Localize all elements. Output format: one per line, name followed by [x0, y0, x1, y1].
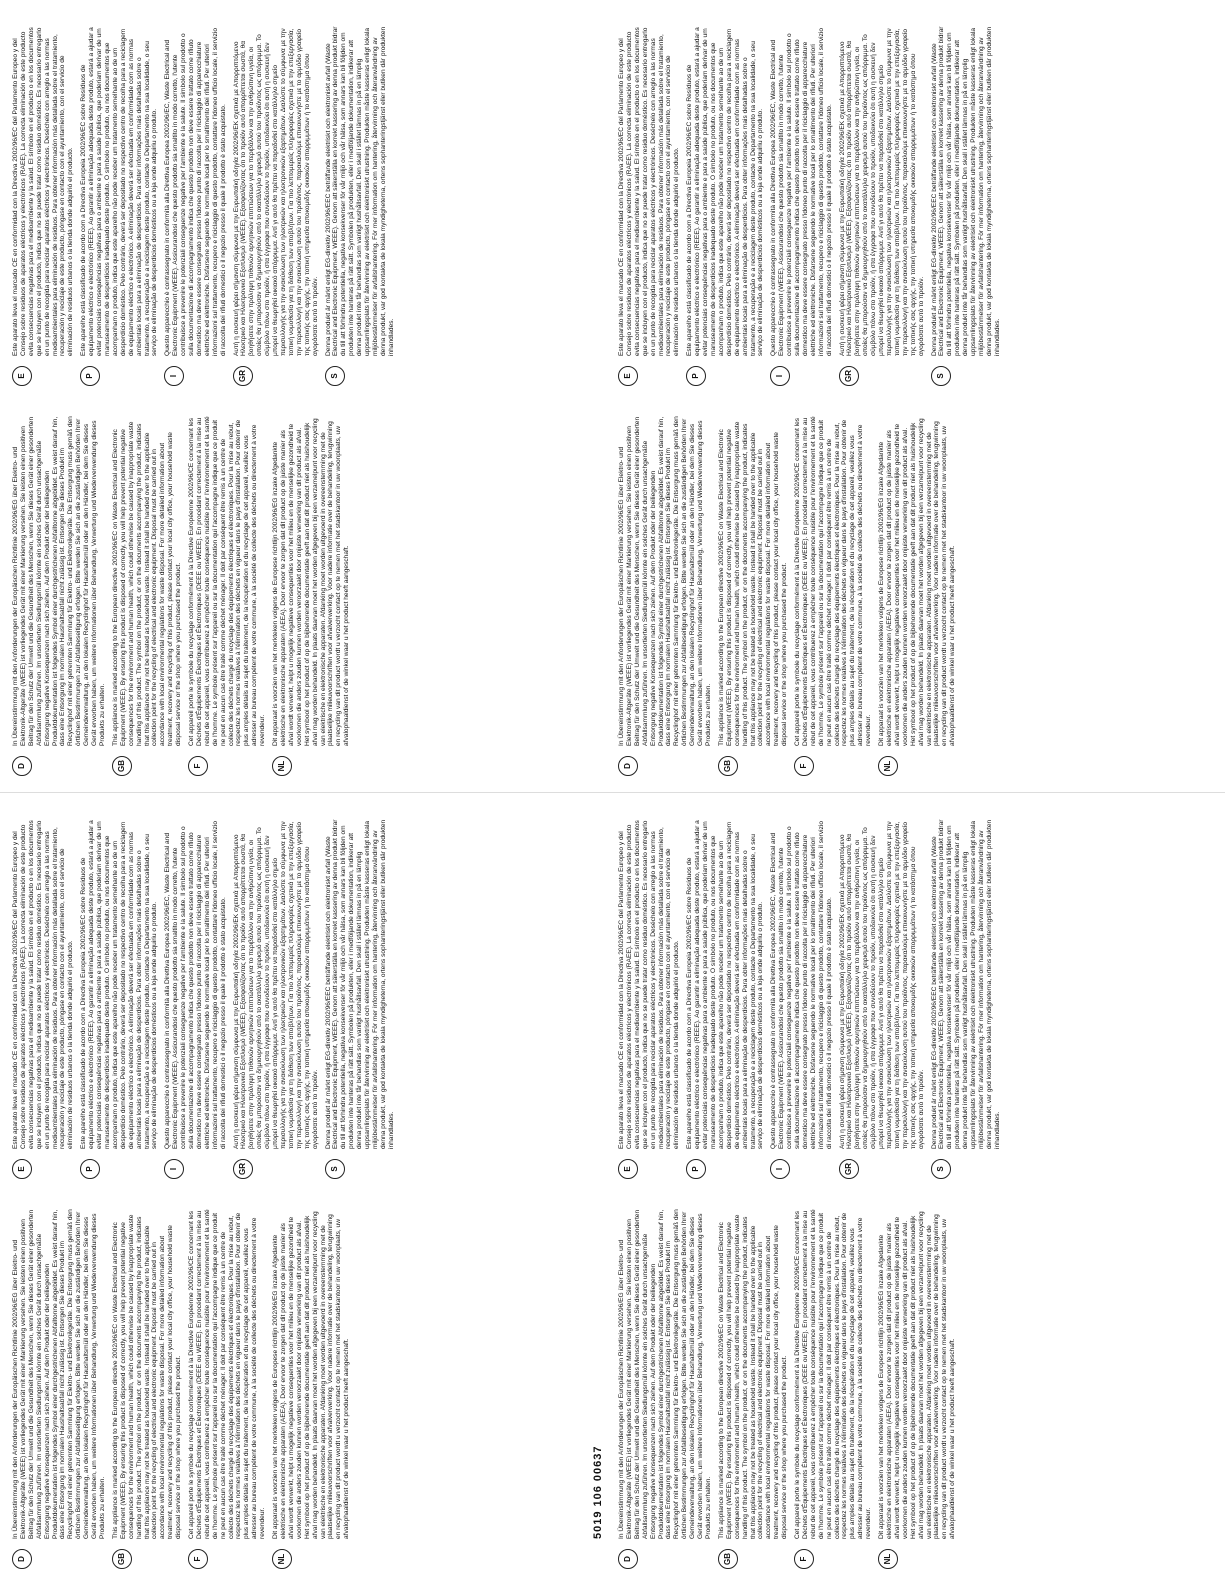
section-text: Este aparelho está classificado de acordo com a Directiva Europeia 2002/96/EC sobre Resíduos de equipamento eléctrico e electrónico (REEE). Ao garantir a eliminação adequada deste produto, estará a ajudar a evitar potenciais consequências negativas para o ambiente e para a saúde pública, que poderiam derivar de um manuseamento de desperdícios inadequado deste produto. O símbolo no produto, ou nos documentos que acompanham o produto, indica que este aparelho não pode receber um tratamento semelhante ao de um desperdício doméstico. Pelo contrário, deverá ser depositado no respectivo centro de recolha para a reciclagem de equipamento eléctrico e electrónico. A eliminação deverá ser efectuada em conformidade com as normas ambientais locais para a eliminação de desperdícios. Para obter informações mais detalhadas sobre o tratamento, a recuperação e a reciclagem deste produto, contacte o Departamento na sua localidade, o seu serviço de eliminação de desperdícios domésticos ou a loja onde adquiriu o produto. [80, 27, 159, 356]
language-badge: E [618, 1159, 638, 1179]
section-text: Este aparelho está classificado de acordo com a Directiva Europeia 2002/96/EC sobre Resíduos de equipamento eléctrico e electrónico (REEE). Ao garantir a eliminação adequada deste produto, estará a ajudar a evitar potenciais consequências negativas para o ambiente e para a saúde pública, que poderiam derivar de um manuseamento de desperdícios inadequado deste produto. O símbolo no produto, ou nos documentos que acompanham o produto, indica que este aparelho não pode receber um tratamento semelhante ao de um desperdício doméstico. Pelo contrário, deverá ser depositado no respectivo centro de recolha para a reciclagem de equipamento eléctrico e electrónico. A eliminação deverá ser efectuada em conformidade com as normas ambientais locais para a eliminação de desperdícios. Para obter informações mais detalhadas sobre o tratamento, a recuperação e a reciclagem deste produto, contacte o Departamento na sua localidade, o seu serviço de eliminação de desperdícios domésticos ou a loja onde adquiriu o produto. [80, 820, 159, 1149]
language-section-d [618, 416, 713, 776]
section-text: Denna produkt är märkt enligt EG-direktiv 2002/96/EEC beträffande elektriskt och elektroniskt avfall (Waste Electrical and Electronic Equipment, WEEE). Genom att säkerställa en korrekt kassering av denna produkt bidrar du till att förhindra potentiella, negativa konsekvenser för vår miljö och vår hälsa, som annars kan bli följden om produkten inte hanteras på rätt sätt. Symbolen på produkten, eller i medföljande dokumentation, indikerar att denna produkt inte får behandlas som vanligt hushållsavfall. Den skall i stället lämnas in på en lämplig uppsamlingsplats för återvinning av elektriskt och elektroniskt utrustning. Produkten måste kasseras enligt lokala miljöbestämmelser för avfallshantering. För mer information om hantering, återvinning och återanvändning av denna produkt, var god kontakta de lokala myndigheterna, ortens sophanteringstjänst eller butiken där produkten inhandlades. [930, 819, 1001, 1149]
language-badge: S [325, 366, 345, 386]
section-text: This appliance is marked according to the European directive 2002/96/EC on Waste Electrical and Electronic Equipment (WEEE). By ensuring this product is disposed of correctly, you will help prevent potential negative consequences for the environment and human health, which could otherwise be caused by inappropriate waste handling of this product. The symbol on the product, or on the documents accompanying the product, indicates that this appliance may not be treated as household waste. Instead it shall be handed over to the applicable collection point for the recycling of electrical and electronic equipment. Disposal must be carried out in accordance with local environmental regulations for waste disposal. For more detailed information about treatment, recovery and recycling of this product, please contact your local city office, your household waste disposal service or the shop where you purchased the product. [111, 1214, 183, 1539]
language-badge: GR [233, 366, 253, 386]
section-text: This appliance is marked according to the European directive 2002/96/EC on Waste Electrical and Electronic Equipment (WEEE). By ensuring this product is disposed of correctly, you will help prevent potential negative consequences for the environment and human health, which could otherwise be caused by inappropriate waste handling of this product. The symbol on the product, or on the documents accompanying the product, indicates that this appliance may not be treated as household waste. Instead it shall be handed over to the applicable collection point for the recycling of electrical and electronic equipment. Disposal must be carried out in accordance with local environmental regulations for waste disposal. For more detailed information about treatment, recovery and recycling of this product, please contact your local city office, your household waste disposal service or the shop where you purchased the product. [111, 421, 183, 746]
language-badge: D [618, 756, 638, 776]
rotated-sheet-bottom-right [618, 799, 1218, 1579]
language-badge: D [12, 756, 32, 776]
language-badge: GB [112, 756, 132, 776]
section-text: Αυτή η συσκευή φέρει σήμανση σύμφωνα με την Ευρωπαϊκή οδηγία 2002/96/ΕΚ σχετικά με Απορριπτόμενο Ηλεκτρικό και Ηλεκτρονικό Εξοπλισμό (WEEE). Εξασφαλίζοντας ότι το προϊόν αυτό απορρίπτεται σωστά, θα βοηθήσετε στην πρόληψη πιθανών αρνητικών επιπτώσεων για το περιβάλλον και την ανθρώπινη υγεία, οι οποίες θα μπορούσαν να δημιουργηθούν από το ακατάλληλο χειρισμό αυτού του προϊόντος ως απόρριμμα. Το σύμβολο πάνω στο προϊόν, ή στα έγγραφα που συνοδεύουν το προϊόν, υποδεικνύει ότι αυτή η συσκευή δεν μπορεί να θεωρηθεί οικιακό απόρριμμα. Αντί γι αυτό θα πρέπει να παραδοθεί στο κατάλληλο σημείο περισυλλογής για την ανακύκλωση των ηλεκτρικών και ηλεκτρονικών εξαρτημάτων. Διαλύστε το σύμφωνα με την τοπική νομοθεσία για τη διάθεση των αποβλήτων. Για πιο λεπτομερείς πληροφορίες σχετικά με την επεξεργασία, την περισυλλογή και την ανακύκλωση αυτού του προϊόντος, παρακαλούμε επικοινωνήστε με το αρμόδιο γραφείο της τοπικής σας αρχής, την τοπική υπηρεσία αποκομιδής οικιακών απορριμμάτων ή το κατάστημα όπου αγοράσατε αυτό το προϊόν. [838, 28, 925, 356]
language-badge: I [164, 1159, 184, 1179]
language-section-gr [839, 819, 926, 1179]
section-text: Este aparato lleva el marcado CE en conformidad con la Directiva 2002/96/EC del Parlamento Europeo y del Consejo sobre residuos de aparatos eléctricos y electrónicos (RAEE). La correcta eliminación de este producto evita consecuencias negativas para el medioambiente y la salud. El símbolo en el producto o en los documentos que se incluyen con el producto, indica que no se puede tratar como residuo doméstico. Es necesario entregarlo en un punto de recogida para reciclar aparatos eléctricos y electrónicos. Deséchelo con arreglo a las normas medioambientales para eliminación de residuos. Para obtener información más detallada sobre el tratamiento, recuperación y reciclaje de este producto, póngase en contacto con el ayuntamiento, con el servicio de eliminación de residuos urbanos o la tienda donde adquirió el producto. [618, 820, 681, 1149]
language-badge: S [931, 1159, 951, 1179]
section-text: Este aparato lleva el marcado CE en conformidad con la Directiva 2002/96/EC del Parlamento Europeo y del Consejo sobre residuos de aparatos eléctricos y electrónicos (RAEE). La correcta eliminación de este producto evita consecuencias negativas para el medioambiente y la salud. El símbolo en el producto o en los documentos que se incluyen con el producto, indica que no se puede tratar como residuo doméstico. Es necesario entregarlo en un punto de recogida para reciclar aparatos eléctricos y electrónicos. Deséchelo con arreglo a las normas medioambientales para eliminación de residuos. Para obtener información más detallada sobre el tratamiento, recuperación y reciclaje de este producto, póngase en contacto con el ayuntamiento, con el servicio de eliminación de residuos urbanos o la tienda donde adquirió el producto. [12, 27, 75, 356]
section-text: In Übereinstimmung mit den Anforderungen der Europäischen Richtlinie 2002/96/EG über Elektro- und Elektronik-Altgeräte (WEEE) ist vorliegendes Gerät mit einer Markierung versehen. Sie leisten einen positiven Beitrag für den Schutz der Umwelt und die Gesundheit des Menschen, wenn Sie dieses Gerät einer gesonderten Abfallsammlung zuführen. Im unsortierten Siedlungsmüll könnte ein solches Gerät durch unsachgemäße Entsorgung negative Konsequenzen nach sich ziehen. Auf dem Produkt oder der beiliegenden Produktdokumentation ist folgendes Symbol einer durchgestrichenen Abfalltonne abgebildet. Es weist darauf hin, dass eine Entsorgung im normalen Haushaltsabfall nicht zulässig ist. Entsorgen Sie dieses Produkt im Recyclinghof mit einer getrennten Sammlung für Elektro- und Elektronikgeräte. Die Entsorgung muss gemäß den örtlichen Bestimmungen zur Abfallbeseitigung erfolgen. Bitte werden Sie sich an die zuständigen Behörden Ihrer Gemeindeverwaltung, an den lokalen Recyclinghof für Haushaltsmüll oder an den Händler, bei dem Sie dieses Gerät erworben haben, um weitere Informationen über Behandlung, Verwertung und Wiederverwendung dieses Produkts zu erhalten. [618, 416, 712, 746]
section-text: Questo apparecchio è contrassegnato in conformità alla Direttiva Europea 2002/96/EC, Waste Electrical and Electronic Equipment (WEEE). Assicurandosi che questo prodotto sia smaltito in modo corretto, l'utente contribuisce a prevenire le potenziali conseguenze negative per l'ambiente e la salute. Il simbolo sul prodotto o sulla documentazione di accompagnamento indica che questo prodotto non deve essere trattato come rifiuto domestico ma deve essere consegnato presso l'idoneo punto di raccolta per il riciclaggio di apparecchiature elettriche ed elettroniche. Disfarsene seguendo le normative locali per lo smaltimento dei rifiuti. Per ulteriori informazioni sul trattamento, recupero e riciclaggio di questo prodotto, contattare l'idoneo ufficio locale, il servizio di raccolta dei rifiuti domestici o il negozio presso il quale il prodotto è stato acquistato. [770, 820, 833, 1149]
language-badge: P [80, 366, 100, 386]
language-section-gb [718, 1209, 789, 1569]
language-section-f [794, 416, 873, 776]
language-badge: E [618, 366, 638, 386]
section-text: Este aparelho está classificado de acordo com a Directiva Europeia 2002/96/EC sobre Resíduos de equipamento eléctrico e electrónico (REEE). Ao garantir a eliminação adequada deste produto, estará a ajudar a evitar potenciais consequências negativas para o ambiente e para a saúde pública, que poderiam derivar de um manuseamento de desperdícios inadequado deste produto. O símbolo no produto, ou nos documentos que acompanham o produto, indica que este aparelho não pode receber um tratamento semelhante ao de um desperdício doméstico. Pelo contrário, deverá ser depositado no respectivo centro de recolha para a reciclagem de equipamento eléctrico e electrónico. A eliminação deverá ser efectuada em conformidade com as normas ambientais locais para a eliminação de desperdícios. Para obter informações mais detalhadas sobre o tratamento, a recuperação e a reciclagem deste produto, contacte o Departamento na sua localidade, o seu serviço de eliminação de desperdícios domésticos ou a loja onde adquiriu o produto. [686, 820, 765, 1149]
document-number: 5019 106 00637 [592, 1445, 604, 1539]
section-text: Questo apparecchio è contrassegnato in conformità alla Direttiva Europea 2002/96/EC, Waste Electrical and Electronic Equipment (WEEE). Assicurandosi che questo prodotto sia smaltito in modo corretto, l'utente contribuisce a prevenire le potenziali conseguenze negative per l'ambiente e la salute. Il simbolo sul prodotto o sulla documentazione di accompagnamento indica che questo prodotto non deve essere trattato come rifiuto domestico ma deve essere consegnato presso l'idoneo punto di raccolta per il riciclaggio di apparecchiature elettriche ed elettroniche. Disfarsene seguendo le normative locali per lo smaltimento dei rifiuti. Per ulteriori informazioni sul trattamento, recupero e riciclaggio di questo prodotto, contattare l'idoneo ufficio locale, il servizio di raccolta dei rifiuti domestici o il negozio presso il quale il prodotto è stato acquistato. [164, 820, 227, 1149]
language-section-nl [878, 1209, 957, 1569]
language-section-e [618, 26, 681, 386]
language-section-s [931, 26, 1002, 386]
language-badge: E [12, 366, 32, 386]
language-badge: NL [878, 1549, 898, 1569]
language-badge: GB [112, 1549, 132, 1569]
language-section-s [931, 819, 1002, 1179]
language-badge: F [794, 1549, 814, 1569]
language-badge: NL [272, 756, 292, 776]
language-section-i [770, 26, 833, 386]
section-text: Αυτή η συσκευή φέρει σήμανση σύμφωνα με την Ευρωπαϊκή οδηγία 2002/96/ΕΚ σχετικά με Απορριπτόμενο Ηλεκτρικό και Ηλεκτρονικό Εξοπλισμό (WEEE). Εξασφαλίζοντας ότι το προϊόν αυτό απορρίπτεται σωστά, θα βοηθήσετε στην πρόληψη πιθανών αρνητικών επιπτώσεων για το περιβάλλον και την ανθρώπινη υγεία, οι οποίες θα μπορούσαν να δημιουργηθούν από το ακατάλληλο χειρισμό αυτού του προϊόντος ως απόρριμμα. Το σύμβολο πάνω στο προϊόν, ή στα έγγραφα που συνοδεύουν το προϊόν, υποδεικνύει ότι αυτή η συσκευή δεν μπορεί να θεωρηθεί οικιακό απόρριμμα. Αντί γι αυτό θα πρέπει να παραδοθεί στο κατάλληλο σημείο περισυλλογής για την ανακύκλωση των ηλεκτρικών και ηλεκτρονικών εξαρτημάτων. Διαλύστε το σύμφωνα με την τοπική νομοθεσία για τη διάθεση των αποβλήτων. Για πιο λεπτομερείς πληροφορίες σχετικά με την επεξεργασία, την περισυλλογή και την ανακύκλωση αυτού του προϊόντος, παρακαλούμε επικοινωνήστε με το αρμόδιο γραφείο της τοπικής σας αρχής, την τοπική υπηρεσία αποκομιδής οικιακών απορριμμάτων ή το κατάστημα όπου αγοράσατε αυτό το προϊόν. [838, 821, 925, 1149]
column-left [618, 1209, 1218, 1569]
section-text: Dit apparaat is voorzien van het merkteken volgens de Europese richtlijn 2002/96/EG inzake Afgedankte elektrische en elektronische apparaten (AEEA). Door ervoor te zorgen dat dit product op de juiste manier als afval wordt verwerkt, helpt u mogelijk negatieve consequenties voor het milieu en de menselijke gezondheid te voorkomen die anders zouden kunnen worden veroorzaakt door onjuiste verwerking van dit product als afval. Het symbool op het product of op de bijbehorende documentatie geeft aan dat dit product niet als huishoudelijk afval mag worden behandeld. In plaats daarvan moet het worden afgegeven bij een verzamelpunt voor recycling van elektrische en elektronische apparaten. Afdanking moet worden uitgevoerd in overeenstemming met de plaatselijke milieuvoorschriften voor afvalverwerking. Voor nadere informatie over de behandeling, terugwinning en recycling van dit product wordt u verzocht contact op te nemen met het stadskantoor in uw woonplaats, uw afvalophaaldienst of de winkel waar u het product heeft aangeschaft. [272, 1211, 351, 1539]
language-badge: GR [839, 1159, 859, 1179]
section-text: This appliance is marked according to the European directive 2002/96/EC on Waste Electrical and Electronic Equipment (WEEE). By ensuring this product is disposed of correctly, you will help prevent potential negative consequences for the environment and human health, which could otherwise be caused by inappropriate waste handling of this product. The symbol on the product, or on the documents accompanying the product, indicates that this appliance may not be treated as household waste. Instead it shall be handed over to the applicable collection point for the recycling of electrical and electronic equipment. Disposal must be carried out in accordance with local environmental regulations for waste disposal. For more detailed information about treatment, recovery and recycling of this product, please contact your local city office, your household waste disposal service or the shop where you purchased the product. [717, 421, 789, 746]
language-badge: GR [233, 1159, 253, 1179]
section-text: In Übereinstimmung mit den Anforderungen der Europäischen Richtlinie 2002/96/EG über Elektro- und Elektronik-Altgeräte (WEEE) ist vorliegendes Gerät mit einer Markierung versehen. Sie leisten einen positiven Beitrag für den Schutz der Umwelt und die Gesundheit des Menschen, wenn Sie dieses Gerät einer gesonderten Abfallsammlung zuführen. Im unsortierten Siedlungsmüll könnte ein solches Gerät durch unsachgemäße Entsorgung negative Konsequenzen nach sich ziehen. Auf dem Produkt oder der beiliegenden Produktdokumentation ist folgendes Symbol einer durchgestrichenen Abfalltonne abgebildet. Es weist darauf hin, dass eine Entsorgung im normalen Haushaltsabfall nicht zulässig ist. Entsorgen Sie dieses Produkt im Recyclinghof mit einer getrennten Sammlung für Elektro- und Elektronikgeräte. Die Entsorgung muss gemäß den örtlichen Bestimmungen zur Abfallbeseitigung erfolgen. Bitte werden Sie sich an die zuständigen Behörden Ihrer Gemeindeverwaltung, an den lokalen Recyclinghof für Haushaltsmüll oder an den Händler, bei dem Sie dieses Gerät erworben haben, um weitere Informationen über Behandlung, Verwertung und Wiederverwendung dieses Produkts zu erhalten. [12, 416, 106, 746]
language-badge: GR [839, 366, 859, 386]
language-section-e [618, 819, 681, 1179]
section-text: Cet appareil porte le symbole du recyclage conformément à la Directive Européenne 2002/96/CE concernant les Déchets d'Équipements Électriques et Électroniques (DEEE ou WEEE). En procédant correctement à la mise au rebut de cet appareil, vous contribuerez à empêcher toute conséquence nuisible pour l'environnement et la santé de l'homme. Le symbole présent sur l'appareil ou sur la documentation qui l'accompagne indique que ce produit ne peut en aucun cas être traité comme déchet ménager. Il doit par conséquent être remis à un centre de collecte des déchets chargé du recyclage des équipements électriques et électroniques. Pour la mise au rebut, respectez les normes relatives à l'élimination des déchets en vigueur dans le pays d'installation. Pour obtenir de plus amples détails au sujet du traitement, de la récupération et du recyclage de cet appareil, veuillez vous adresser au bureau compétent de votre commune, à la société de collecte des déchets ou directement à votre revendeur. [794, 416, 873, 746]
column-right [618, 26, 1218, 386]
language-badge: P [686, 1159, 706, 1179]
language-badge: NL [272, 1549, 292, 1569]
language-badge: I [770, 1159, 790, 1179]
language-section-p [686, 819, 765, 1179]
language-badge: I [770, 366, 790, 386]
column-right [618, 819, 1218, 1179]
page-copy-bottom-right [0, 793, 1225, 1585]
section-text: In Übereinstimmung mit den Anforderungen der Europäischen Richtlinie 2002/96/EG über Elektro- und Elektronik-Altgeräte (WEEE) ist vorliegendes Gerät mit einer Markierung versehen. Sie leisten einen positiven Beitrag für den Schutz der Umwelt und die Gesundheit des Menschen, wenn Sie dieses Gerät einer gesonderten Abfallsammlung zuführen. Im unsortierten Siedlungsmüll könnte ein solches Gerät durch unsachgemäße Entsorgung negative Konsequenzen nach sich ziehen. Auf dem Produkt oder der beiliegenden Produktdokumentation ist folgendes Symbol einer durchgestrichenen Abfalltonne abgebildet. Es weist darauf hin, dass eine Entsorgung im normalen Haushaltsabfall nicht zulässig ist. Entsorgen Sie dieses Produkt im Recyclinghof mit einer getrennten Sammlung für Elektro- und Elektronikgeräte. Die Entsorgung muss gemäß den örtlichen Bestimmungen zur Abfallbeseitigung erfolgen. Bitte werden Sie sich an die zuständigen Behörden Ihrer Gemeindeverwaltung, an den lokalen Recyclinghof für Haushaltsmüll oder an den Händler, bei dem Sie dieses Gerät erworben haben, um weitere Informationen über Behandlung, Verwertung und Wiederverwendung dieses Produkts zu erhalten. [12, 1209, 106, 1539]
section-text: In Übereinstimmung mit den Anforderungen der Europäischen Richtlinie 2002/96/EG über Elektro- und Elektronik-Altgeräte (WEEE) ist vorliegendes Gerät mit einer Markierung versehen. Sie leisten einen positiven Beitrag für den Schutz der Umwelt und die Gesundheit des Menschen, wenn Sie dieses Gerät einer gesonderten Abfallsammlung zuführen. Im unsortierten Siedlungsmüll könnte ein solches Gerät durch unsachgemäße Entsorgung negative Konsequenzen nach sich ziehen. Auf dem Produkt oder der beiliegenden Produktdokumentation ist folgendes Symbol einer durchgestrichenen Abfalltonne abgebildet. Es weist darauf hin, dass eine Entsorgung im normalen Haushaltsabfall nicht zulässig ist. Entsorgen Sie dieses Produkt im Recyclinghof mit einer getrennten Sammlung für Elektro- und Elektronikgeräte. Die Entsorgung muss gemäß den örtlichen Bestimmungen zur Abfallbeseitigung erfolgen. Bitte werden Sie sich an die zuständigen Behörden Ihrer Gemeindeverwaltung, an den lokalen Recyclinghof für Haushaltsmüll oder an den Händler, bei dem Sie dieses Gerät erworben haben, um weitere Informationen über Behandlung, Verwertung und Wiederverwendung dieses Produkts zu erhalten. [618, 1209, 712, 1539]
section-text: Questo apparecchio è contrassegnato in conformità alla Direttiva Europea 2002/96/EC, Waste Electrical and Electronic Equipment (WEEE). Assicurandosi che questo prodotto sia smaltito in modo corretto, l'utente contribuisce a prevenire le potenziali conseguenze negative per l'ambiente e la salute. Il simbolo sul prodotto o sulla documentazione di accompagnamento indica che questo prodotto non deve essere trattato come rifiuto domestico ma deve essere consegnato presso l'idoneo punto di raccolta per il riciclaggio di apparecchiature elettriche ed elettroniche. Disfarsene seguendo le normative locali per lo smaltimento dei rifiuti. Per ulteriori informazioni sul trattamento, recupero e riciclaggio di questo prodotto, contattare l'idoneo ufficio locale, il servizio di raccolta dei rifiuti domestici o il negozio presso il quale il prodotto è stato acquistato. [164, 27, 227, 356]
section-text: Denna produkt är märkt enligt EG-direktiv 2002/96/EEC beträffande elektriskt och elektroniskt avfall (Waste Electrical and Electronic Equipment, WEEE). Genom att säkerställa en korrekt kassering av denna produkt bidrar du till att förhindra potentiella, negativa konsekvenser för vår miljö och vår hälsa, som annars kan bli följden om produkten inte hanteras på rätt sätt. Symbolen på produkten, eller i medföljande dokumentation, indikerar att denna produkt inte får behandlas som vanligt hushållsavfall. Den skall i stället lämnas in på en lämplig uppsamlingsplats för återvinning av elektriskt och elektroniskt utrustning. Produkten måste kasseras enligt lokala miljöbestämmelser för avfallshantering. För mer information om hantering, återvinning och återanvändning av denna produkt, var god kontakta de lokala myndigheterna, ortens sophanteringstjänst eller butiken där produkten inhandlades. [324, 26, 395, 356]
language-badge: F [188, 1549, 208, 1569]
language-badge: D [12, 1549, 32, 1569]
section-text: Dit apparaat is voorzien van het merkteken volgens de Europese richtlijn 2002/96/EG inzake Afgedankte elektrische en elektronische apparaten (AEEA). Door ervoor te zorgen dat dit product op de juiste manier als afval wordt verwerkt, helpt u mogelijk negatieve consequenties voor het milieu en de menselijke gezondheid te voorkomen die anders zouden kunnen worden veroorzaakt door onjuiste verwerking van dit product als afval. Het symbool op het product of op de bijbehorende documentatie geeft aan dat dit product niet als huishoudelijk afval mag worden behandeld. In plaats daarvan moet het worden afgegeven bij een verzamelpunt voor recycling van elektrische en elektronische apparaten. Afdanking moet worden uitgevoerd in overeenstemming met de plaatselijke milieuvoorschriften voor afvalverwerking. Voor nadere informatie over de behandeling, terugwinning en recycling van dit product wordt u verzocht contact op te nemen met het stadskantoor in uw woonplaats, uw afvalophaaldienst of de winkel waar u het product heeft aangeschaft. [272, 418, 351, 746]
section-text: Cet appareil porte le symbole du recyclage conformément à la Directive Européenne 2002/96/CE concernant les Déchets d'Équipements Électriques et Électroniques (DEEE ou WEEE). En procédant correctement à la mise au rebut de cet appareil, vous contribuerez à empêcher toute conséquence nuisible pour l'environnement et la santé de l'homme. Le symbole présent sur l'appareil ou sur la documentation qui l'accompagne indique que ce produit ne peut en aucun cas être traité comme déchet ménager. Il doit par conséquent être remis à un centre de collecte des déchets chargé du recyclage des équipements électriques et électroniques. Pour la mise au rebut, respectez les normes relatives à l'élimination des déchets en vigueur dans le pays d'installation. Pour obtenir de plus amples détails au sujet du traitement, de la récupération et du recyclage de cet appareil, veuillez vous adresser au bureau compétent de votre commune, à la société de collecte des déchets ou directement à votre revendeur. [188, 416, 267, 746]
language-badge: F [794, 756, 814, 776]
section-text: Este aparelho está classificado de acordo com a Directiva Europeia 2002/96/EC sobre Resíduos de equipamento eléctrico e electrónico (REEE). Ao garantir a eliminação adequada deste produto, estará a ajudar a evitar potenciais consequências negativas para o ambiente e para a saúde pública, que poderiam derivar de um manuseamento de desperdícios inadequado deste produto. O símbolo no produto, ou nos documentos que acompanham o produto, indica que este aparelho não pode receber um tratamento semelhante ao de um desperdício doméstico. Pelo contrário, deverá ser depositado no respectivo centro de recolha para a reciclagem de equipamento eléctrico e electrónico. A eliminação deverá ser efectuada em conformidade com as normas ambientais locais para a eliminação de desperdícios. Para obter informações mais detalhadas sobre o tratamento, a recuperação e a reciclagem deste produto, contacte o Departamento na sua localidade, o seu serviço de eliminação de desperdícios domésticos ou a loja onde adquiriu o produto. [686, 27, 765, 356]
section-text: Dit apparaat is voorzien van het merkteken volgens de Europese richtlijn 2002/96/EG inzake Afgedankte elektrische en elektronische apparaten (AEEA). Door ervoor te zorgen dat dit product op de juiste manier als afval wordt verwerkt, helpt u mogelijk negatieve consequenties voor het milieu en de menselijke gezondheid te voorkomen die anders zouden kunnen worden veroorzaakt door onjuiste verwerking van dit product als afval. Het symbool op het product of op de bijbehorende documentatie geeft aan dat dit product niet als huishoudelijk afval mag worden behandeld. In plaats daarvan moet het worden afgegeven bij een verzamelpunt voor recycling van elektrische en elektronische apparaten. Afdanking moet worden uitgevoerd in overeenstemming met de plaatselijke milieuvoorschriften voor afvalverwerking. Voor nadere informatie over de behandeling, terugwinning en recycling van dit product wordt u verzocht contact op te nemen met het stadskantoor in uw woonplaats, uw afvalophaaldienst of de winkel waar u het product heeft aangeschaft. [878, 418, 957, 746]
language-badge: P [80, 1159, 100, 1179]
rotated-sheet-right [618, 6, 1218, 786]
language-section-d [618, 1209, 713, 1569]
section-text: Questo apparecchio è contrassegnato in conformità alla Direttiva Europea 2002/96/EC, Waste Electrical and Electronic Equipment (WEEE). Assicurandosi che questo prodotto sia smaltito in modo corretto, l'utente contribuisce a prevenire le potenziali conseguenze negative per l'ambiente e la salute. Il simbolo sul prodotto o sulla documentazione di accompagnamento indica che questo prodotto non deve essere trattato come rifiuto domestico ma deve essere consegnato presso l'idoneo punto di raccolta per il riciclaggio di apparecchiature elettriche ed elettroniche. Disfarsene seguendo le normative locali per lo smaltimento dei rifiuti. Per ulteriori informazioni sul trattamento, recupero e riciclaggio di questo prodotto, contattare l'idoneo ufficio locale, il servizio di raccolta dei rifiuti domestici o il negozio presso il quale il prodotto è stato acquistato. [770, 27, 833, 356]
language-section-gb [718, 416, 789, 776]
section-text: Este aparato lleva el marcado CE en conformidad con la Directiva 2002/96/EC del Parlamento Europeo y del Consejo sobre residuos de aparatos eléctricos y electrónicos (RAEE). La correcta eliminación de este producto evita consecuencias negativas para el medioambiente y la salud. El símbolo en el producto o en los documentos que se incluyen con el producto, indica que no se puede tratar como residuo doméstico. Es necesario entregarlo en un punto de recogida para reciclar aparatos eléctricos y electrónicos. Deséchelo con arreglo a las normas medioambientales para eliminación de residuos. Para obtener información más detallada sobre el tratamiento, recuperación y reciclaje de este producto, póngase en contacto con el ayuntamiento, con el servicio de eliminación de residuos urbanos o la tienda donde adquirió el producto. [618, 27, 681, 356]
language-badge: E [12, 1159, 32, 1179]
language-section-nl [878, 416, 957, 776]
language-section-gr [839, 26, 926, 386]
language-section-f [794, 1209, 873, 1569]
language-badge: GB [718, 756, 738, 776]
section-text: Este aparato lleva el marcado CE en conformidad con la Directiva 2002/96/EC del Parlamento Europeo y del Consejo sobre residuos de aparatos eléctricos y electrónicos (RAEE). La correcta eliminación de este producto evita consecuencias negativas para el medioambiente y la salud. El símbolo en el producto o en los documentos que se incluyen con el producto, indica que no se puede tratar como residuo doméstico. Es necesario entregarlo en un punto de recogida para reciclar aparatos eléctricos y electrónicos. Deséchelo con arreglo a las normas medioambientales para eliminación de residuos. Para obtener información más detallada sobre el tratamiento, recuperación y reciclaje de este producto, póngase en contacto con el ayuntamiento, con el servicio de eliminación de residuos urbanos o la tienda donde adquirió el producto. [12, 820, 75, 1149]
section-text: Αυτή η συσκευή φέρει σήμανση σύμφωνα με την Ευρωπαϊκή οδηγία 2002/96/ΕΚ σχετικά με Απορριπτόμενο Ηλεκτρικό και Ηλεκτρονικό Εξοπλισμό (WEEE). Εξασφαλίζοντας ότι το προϊόν αυτό απορρίπτεται σωστά, θα βοηθήσετε στην πρόληψη πιθανών αρνητικών επιπτώσεων για το περιβάλλον και την ανθρώπινη υγεία, οι οποίες θα μπορούσαν να δημιουργηθούν από το ακατάλληλο χειρισμό αυτού του προϊόντος ως απόρριμμα. Το σύμβολο πάνω στο προϊόν, ή στα έγγραφα που συνοδεύουν το προϊόν, υποδεικνύει ότι αυτή η συσκευή δεν μπορεί να θεωρηθεί οικιακό απόρριμμα. Αντί γι αυτό θα πρέπει να παραδοθεί στο κατάλληλο σημείο περισυλλογής για την ανακύκλωση των ηλεκτρικών και ηλεκτρονικών εξαρτημάτων. Διαλύστε το σύμφωνα με την τοπική νομοθεσία για τη διάθεση των αποβλήτων. Για πιο λεπτομερείς πληροφορίες σχετικά με την επεξεργασία, την περισυλλογή και την ανακύκλωση αυτού του προϊόντος, παρακαλούμε επικοινωνήστε με το αρμόδιο γραφείο της τοπικής σας αρχής, την τοπική υπηρεσία αποκομιδής οικιακών απορριμμάτων ή το κατάστημα όπου αγοράσατε αυτό το προϊόν. [232, 28, 319, 356]
page-copy-top-right [0, 0, 1225, 792]
section-text: Denna produkt är märkt enligt EG-direktiv 2002/96/EEC beträffande elektriskt och elektroniskt avfall (Waste Electrical and Electronic Equipment, WEEE). Genom att säkerställa en korrekt kassering av denna produkt bidrar du till att förhindra potentiella, negativa konsekvenser för vår miljö och vår hälsa, som annars kan bli följden om produkten inte hanteras på rätt sätt. Symbolen på produkten, eller i medföljande dokumentation, indikerar att denna produkt inte får behandlas som vanligt hushållsavfall. Den skall i stället lämnas in på en lämplig uppsamlingsplats för återvinning av elektriskt och elektroniskt utrustning. Produkten måste kasseras enligt lokala miljöbestämmelser för avfallshantering. För mer information om hantering, återvinning och återanvändning av denna produkt, var god kontakta de lokala myndigheterna, ortens sophanteringstjänst eller butiken där produkten inhandlades. [930, 26, 1001, 356]
column-left [618, 416, 1218, 776]
language-badge: NL [878, 756, 898, 776]
section-text: Cet appareil porte le symbole du recyclage conformément à la Directive Européenne 2002/96/CE concernant les Déchets d'Équipements Électriques et Électroniques (DEEE ou WEEE). En procédant correctement à la mise au rebut de cet appareil, vous contribuerez à empêcher toute conséquence nuisible pour l'environnement et la santé de l'homme. Le symbole présent sur l'appareil ou sur la documentation qui l'accompagne indique que ce produit ne peut en aucun cas être traité comme déchet ménager. Il doit par conséquent être remis à un centre de collecte des déchets chargé du recyclage des équipements électriques et électroniques. Pour la mise au rebut, respectez les normes relatives à l'élimination des déchets en vigueur dans le pays d'installation. Pour obtenir de plus amples détails au sujet du traitement, de la récupération et du recyclage de cet appareil, veuillez vous adresser au bureau compétent de votre commune, à la société de collecte des déchets ou directement à votre revendeur. [188, 1209, 267, 1539]
section-text: Dit apparaat is voorzien van het merkteken volgens de Europese richtlijn 2002/96/EG inzake Afgedankte elektrische en elektronische apparaten (AEEA). Door ervoor te zorgen dat dit product op de juiste manier als afval wordt verwerkt, helpt u mogelijk negatieve consequenties voor het milieu en de menselijke gezondheid te voorkomen die anders zouden kunnen worden veroorzaakt door onjuiste verwerking van dit product als afval. Het symbool op het product of op de bijbehorende documentatie geeft aan dat dit product niet als huishoudelijk afval mag worden behandeld. In plaats daarvan moet het worden afgegeven bij een verzamelpunt voor recycling van elektrische en elektronische apparaten. Afdanking moet worden uitgevoerd in overeenstemming met de plaatselijke milieuvoorschriften voor afvalverwerking. Voor nadere informatie over de behandeling, terugwinning en recycling van dit product wordt u verzocht contact op te nemen met het stadskantoor in uw woonplaats, uw afvalophaaldienst of de winkel waar u het product heeft aangeschaft. [878, 1211, 957, 1539]
section-text: Cet appareil porte le symbole du recyclage conformément à la Directive Européenne 2002/96/CE concernant les Déchets d'Équipements Électriques et Électroniques (DEEE ou WEEE). En procédant correctement à la mise au rebut de cet appareil, vous contribuerez à empêcher toute conséquence nuisible pour l'environnement et la santé de l'homme. Le symbole présent sur l'appareil ou sur la documentation qui l'accompagne indique que ce produit ne peut en aucun cas être traité comme déchet ménager. Il doit par conséquent être remis à un centre de collecte des déchets chargé du recyclage des équipements électriques et électroniques. Pour la mise au rebut, respectez les normes relatives à l'élimination des déchets en vigueur dans le pays d'installation. Pour obtenir de plus amples détails au sujet du traitement, de la récupération et du recyclage de cet appareil, veuillez vous adresser au bureau compétent de votre commune, à la société de collecte des déchets ou directement à votre revendeur. [794, 1209, 873, 1539]
language-badge: P [686, 366, 706, 386]
language-badge: GB [718, 1549, 738, 1569]
language-badge: F [188, 756, 208, 776]
section-text: This appliance is marked according to the European directive 2002/96/EC on Waste Electrical and Electronic Equipment (WEEE). By ensuring this product is disposed of correctly, you will help prevent potential negative consequences for the environment and human health, which could otherwise be caused by inappropriate waste handling of this product. The symbol on the product, or on the documents accompanying the product, indicates that this appliance may not be treated as household waste. Instead it shall be handed over to the applicable collection point for the recycling of electrical and electronic equipment. Disposal must be carried out in accordance with local environmental regulations for waste disposal. For more detailed information about treatment, recovery and recycling of this product, please contact your local city office, your household waste disposal service or the shop where you purchased the product. [717, 1214, 789, 1539]
language-section-i [770, 819, 833, 1179]
language-section-p [686, 26, 765, 386]
section-text: Αυτή η συσκευή φέρει σήμανση σύμφωνα με την Ευρωπαϊκή οδηγία 2002/96/ΕΚ σχετικά με Απορριπτόμενο Ηλεκτρικό και Ηλεκτρονικό Εξοπλισμό (WEEE). Εξασφαλίζοντας ότι το προϊόν αυτό απορρίπτεται σωστά, θα βοηθήσετε στην πρόληψη πιθανών αρνητικών επιπτώσεων για το περιβάλλον και την ανθρώπινη υγεία, οι οποίες θα μπορούσαν να δημιουργηθούν από το ακατάλληλο χειρισμό αυτού του προϊόντος ως απόρριμμα. Το σύμβολο πάνω στο προϊόν, ή στα έγγραφα που συνοδεύουν το προϊόν, υποδεικνύει ότι αυτή η συσκευή δεν μπορεί να θεωρηθεί οικιακό απόρριμμα. Αντί γι αυτό θα πρέπει να παραδοθεί στο κατάλληλο σημείο περισυλλογής για την ανακύκλωση των ηλεκτρικών και ηλεκτρονικών εξαρτημάτων. Διαλύστε το σύμφωνα με την τοπική νομοθεσία για τη διάθεση των αποβλήτων. Για πιο λεπτομερείς πληροφορίες σχετικά με την επεξεργασία, την περισυλλογή και την ανακύκλωση αυτού του προϊόντος, παρακαλούμε επικοινωνήστε με το αρμόδιο γραφείο της τοπικής σας αρχής, την τοπική υπηρεσία αποκομιδής οικιακών απορριμμάτων ή το κατάστημα όπου αγοράσατε αυτό το προϊόν. [232, 821, 319, 1149]
section-text: Denna produkt är märkt enligt EG-direktiv 2002/96/EEC beträffande elektriskt och elektroniskt avfall (Waste Electrical and Electronic Equipment, WEEE). Genom att säkerställa en korrekt kassering av denna produkt bidrar du till att förhindra potentiella, negativa konsekvenser för vår miljö och vår hälsa, som annars kan bli följden om produkten inte hanteras på rätt sätt. Symbolen på produkten, eller i medföljande dokumentation, indikerar att denna produkt inte får behandlas som vanligt hushållsavfall. Den skall i stället lämnas in på en lämplig uppsamlingsplats för återvinning av elektriskt och elektroniskt utrustning. Produkten måste kasseras enligt lokala miljöbestämmelser för avfallshantering. För mer information om hantering, återvinning och återanvändning av denna produkt, var god kontakta de lokala myndigheterna, ortens sophanteringstjänst eller butiken där produkten inhandlades. [324, 819, 395, 1149]
language-badge: S [931, 366, 951, 386]
language-badge: D [618, 1549, 638, 1569]
language-badge: I [164, 366, 184, 386]
language-badge: S [325, 1159, 345, 1179]
